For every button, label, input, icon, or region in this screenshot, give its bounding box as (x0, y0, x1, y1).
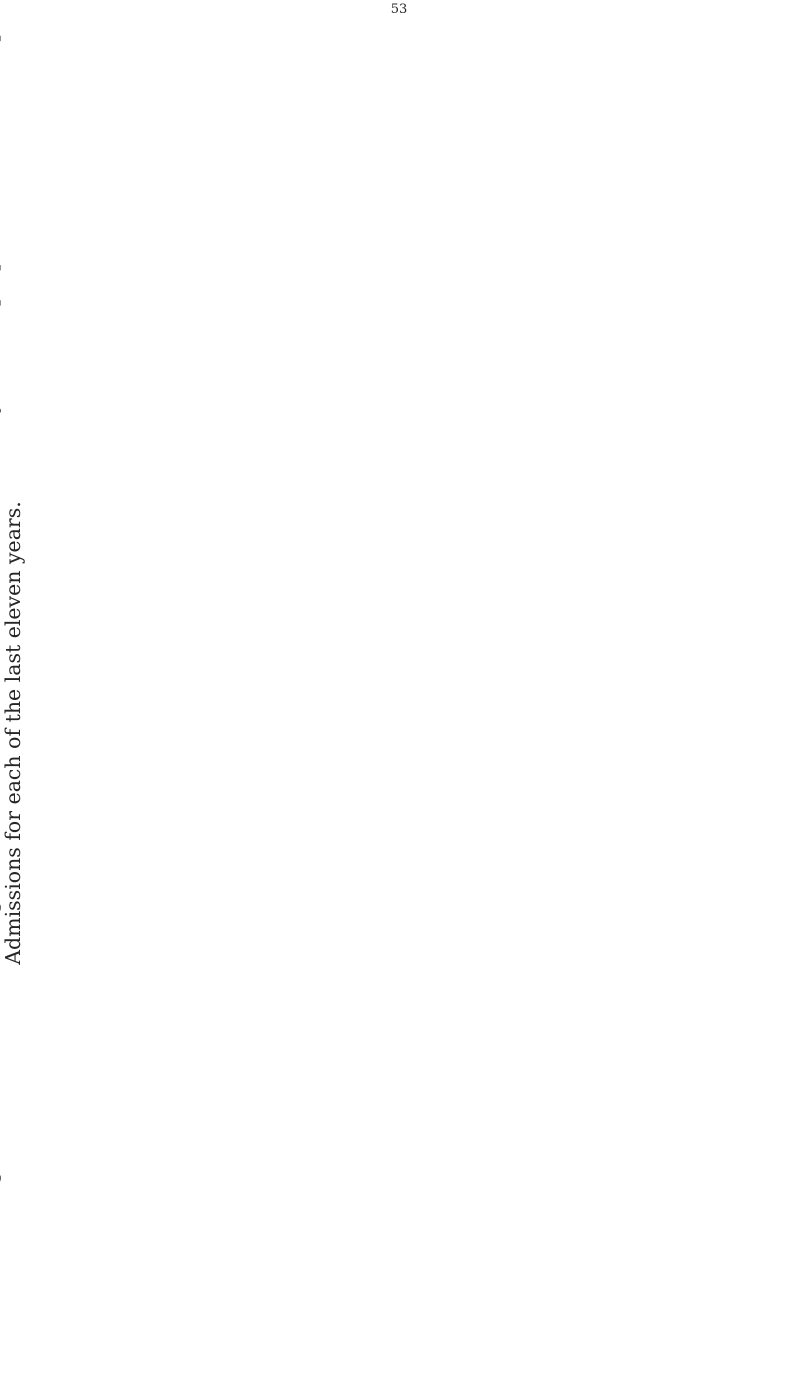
caption-line-2: Admissions for each of the last eleven years. (1, 501, 25, 965)
table-caption (0, 83, 67, 1383)
page-number: 53 (390, 2, 408, 17)
